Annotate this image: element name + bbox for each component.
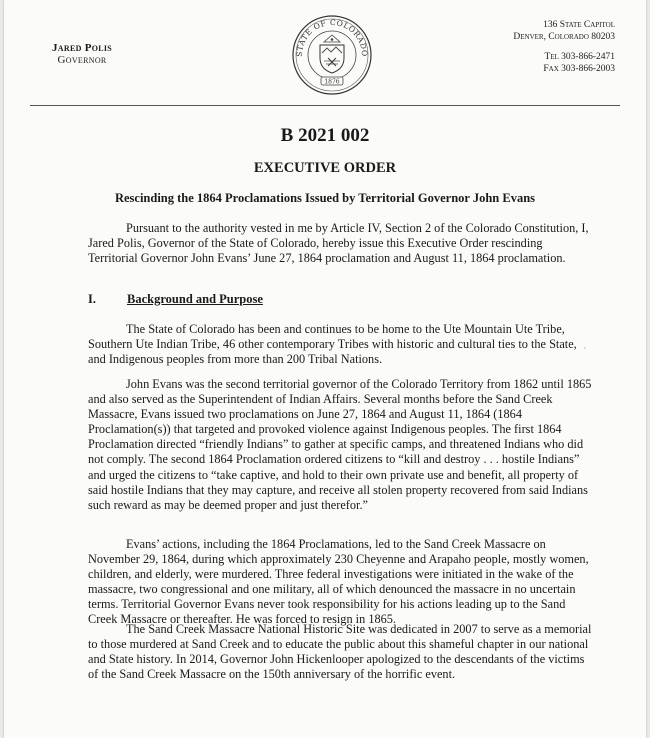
body-paragraph-4: The Sand Creek Massacre National Historic Site was dedicated in 2007 to serve as a memorial to those murdered at Sand Creek and to educate the public about this shameful chapter in our national and State history. In 2014, Governor John Hickenlooper apologized to the descendants of the victims of the Sand Creek Massacre on the 150th anniversary of the horrific event.	[88, 622, 592, 682]
governor-title: Governor	[57, 54, 107, 66]
document-page	[4, 0, 646, 738]
order-number: B 2021 002	[280, 125, 370, 146]
fax: Fax 303-866-2003	[543, 63, 615, 74]
governor-block	[52, 42, 112, 66]
section-title: Background and Purpose	[127, 292, 263, 306]
letterhead-divider	[30, 105, 620, 106]
scan-mark: ,	[584, 341, 586, 350]
body-paragraph-2: John Evans was the second territorial governor of the Colorado Territory from 1862 until 1865 and also served as the Superintendent of Indian Affairs. Several months before the Sand Creek Massacre, Evans issued two proclamations on June 27, 1864 and August 11, 1864 (1864 Proclamation(s)) that targeted and provoked violence against Indigenous peoples. The first 1864 Proclamation directed “friendly Indians” to gather at specific camps, and threatened Indians who did not comply. The second 1864 Proclamation ordered citizens to “kill and destroy . . . hostile Indians” and urged the citizens to “take captive, and hold to their own private use and benefit, all property of said hostile Indians that they may capture, and receive all stolen property recovered from said Indians such reward as may be deemed proper and just therefor.”	[88, 377, 592, 512]
address-block	[513, 20, 615, 75]
telephone: Tel 303-866-2471	[544, 52, 615, 62]
order-title: EXECUTIVE ORDER	[253, 160, 397, 176]
address-line-2: Denver, Colorado 80203	[513, 31, 615, 42]
body-paragraph-1: The State of Colorado has been and continues to be home to the Ute Mountain Ute Tribe, Southern Ute Indian Tribe, 46 other contemporary Tribes with historic and cultural ties to the State, and Indigenous peoples from more than 200 Tribal Nations.	[88, 322, 577, 367]
section-number: I.	[88, 292, 96, 306]
governor-name: Jared Polis	[52, 42, 113, 54]
seal-year: 1876	[324, 78, 340, 86]
seal-text: STATE OF COLORADO	[294, 17, 370, 58]
preamble-paragraph: Pursuant to the authority vested in me by Article IV, Section 2 of the Colorado Constitution, I, Jared Polis, Governor of the State of Colorado, hereby issue this Executive Order rescinding Territorial Governor John Evans’ June 27, 1864 proclamation and August 11, 1864 proclamation.	[88, 221, 589, 266]
body-paragraph-3: Evans’ actions, including the 1864 Proclamations, led to the Sand Creek Massacre on November 29, 1864, during which approximately 230 Cheyenne and Arapaho people, mostly women, children, and elderly, were murdered. Three federal investigations were initiated in the wake of the massacre, two congressional and one military, all of which denounced the massacre in no uncertain terms. Territorial Governor Evans never took responsibility for his actions leading up to the Sand Creek Massacre or thereafter. He was forced to resign in 1865.	[88, 537, 589, 627]
address-line-1: 136 State Capitol	[543, 20, 615, 30]
order-subtitle: Rescinding the 1864 Proclamations Issued by Territorial Governor John Evans	[114, 191, 536, 205]
state-seal-icon	[291, 14, 373, 96]
section-heading	[88, 292, 263, 307]
